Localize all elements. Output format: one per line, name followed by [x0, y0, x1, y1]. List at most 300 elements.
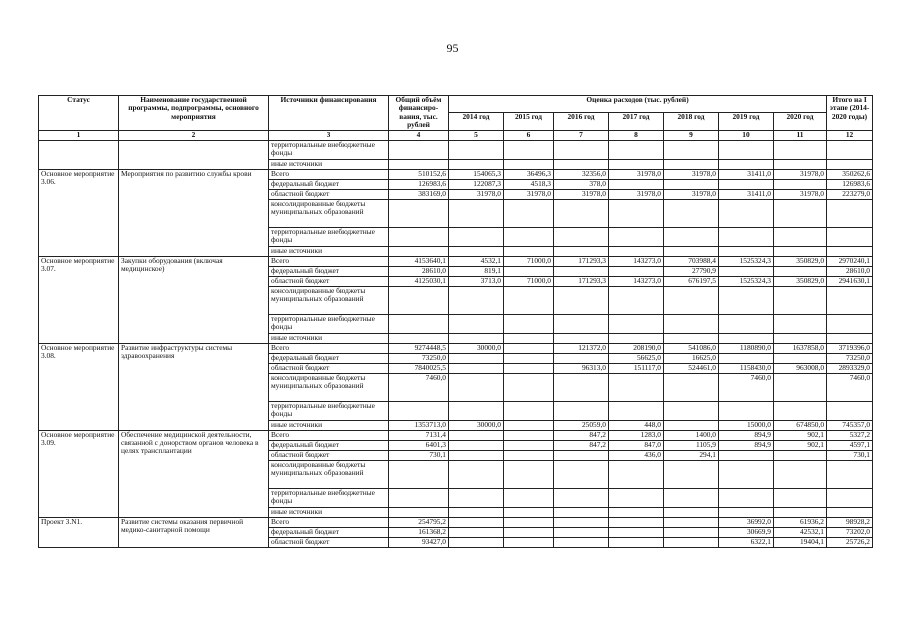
year-value-cell [774, 401, 827, 420]
year-value-cell: 32356,0 [554, 169, 609, 179]
header-year: 2018 год [664, 113, 719, 130]
total-stage-cell: 28610,0 [827, 266, 873, 276]
year-value-cell [719, 266, 774, 276]
year-value-cell [504, 430, 554, 440]
year-value-cell [719, 450, 774, 460]
year-value-cell: 16625,0 [664, 353, 719, 363]
year-value-cell [554, 227, 609, 246]
year-value-cell [449, 401, 504, 420]
year-value-cell: 143273,0 [609, 256, 664, 266]
year-value-cell [449, 314, 504, 333]
year-value-cell: 31978,0 [664, 189, 719, 199]
year-value-cell [774, 314, 827, 333]
source-cell: консолидированные бюджеты муниципальных образований [269, 460, 389, 488]
year-value-cell [774, 353, 827, 363]
year-value-cell [554, 527, 609, 537]
year-value-cell [504, 314, 554, 333]
year-value-cell: 31411,0 [719, 189, 774, 199]
year-value-cell: 1400,0 [664, 430, 719, 440]
source-cell: областной бюджет [269, 276, 389, 286]
total-financing-cell: 7131,4 [389, 430, 449, 440]
year-value-cell [719, 460, 774, 488]
year-value-cell: 894,9 [719, 440, 774, 450]
total-stage-cell: 350262,6 [827, 169, 873, 179]
year-value-cell: 902,1 [774, 430, 827, 440]
year-value-cell [449, 353, 504, 363]
total-stage-cell: 98928,2 [827, 517, 873, 527]
year-value-cell [554, 246, 609, 256]
year-value-cell [504, 246, 554, 256]
year-value-cell [504, 343, 554, 353]
year-value-cell: 902,1 [774, 440, 827, 450]
year-value-cell [774, 507, 827, 517]
year-value-cell: 7460,0 [719, 373, 774, 401]
year-value-cell [504, 363, 554, 373]
year-value-cell: 1105,9 [664, 440, 719, 450]
year-value-cell: 42532,1 [774, 527, 827, 537]
year-value-cell [664, 373, 719, 401]
total-financing-cell: 28610,0 [389, 266, 449, 276]
year-value-cell [504, 159, 554, 169]
year-value-cell [664, 537, 719, 547]
total-stage-cell [827, 401, 873, 420]
year-value-cell: 350829,0 [774, 256, 827, 266]
year-value-cell: 154065,3 [449, 169, 504, 179]
status-cell: Основное мероприятие 3.06. [39, 169, 119, 256]
source-cell: Всего [269, 430, 389, 440]
year-value-cell [449, 333, 504, 343]
year-value-cell [449, 440, 504, 450]
year-value-cell [719, 401, 774, 420]
total-financing-cell: 7460,0 [389, 373, 449, 401]
year-value-cell [609, 199, 664, 227]
table-body [39, 140, 873, 547]
year-value-cell [554, 460, 609, 488]
total-stage-cell: 2893329,0 [827, 363, 873, 373]
total-financing-cell [389, 314, 449, 333]
year-value-cell [449, 460, 504, 488]
year-value-cell [554, 159, 609, 169]
year-value-cell: 894,9 [719, 430, 774, 440]
total-stage-cell: 25726,2 [827, 537, 873, 547]
year-value-cell [774, 179, 827, 189]
status-cell: Основное мероприятие 3.09. [39, 430, 119, 517]
year-value-cell: 71000,0 [504, 276, 554, 286]
column-number: 1 [39, 130, 119, 140]
year-value-cell [719, 159, 774, 169]
year-value-cell: 1525324,3 [719, 276, 774, 286]
year-value-cell [719, 140, 774, 159]
total-stage-cell: 3719396,0 [827, 343, 873, 353]
year-value-cell [554, 266, 609, 276]
year-value-cell [504, 460, 554, 488]
total-stage-cell: 73202,0 [827, 527, 873, 537]
year-value-cell [774, 227, 827, 246]
source-cell: Всего [269, 169, 389, 179]
header-sources: Источники финансирования [269, 96, 389, 131]
year-value-cell [664, 420, 719, 430]
year-value-cell: 30669,9 [719, 527, 774, 537]
header-year: 2020 год [774, 113, 827, 130]
name-cell [119, 140, 269, 169]
year-value-cell [609, 286, 664, 314]
year-value-cell [504, 353, 554, 363]
year-value-cell: 1637858,0 [774, 343, 827, 353]
total-financing-cell: 161368,2 [389, 527, 449, 537]
year-value-cell [504, 450, 554, 460]
year-value-cell [449, 450, 504, 460]
year-value-cell: 3713,0 [449, 276, 504, 286]
year-value-cell [774, 333, 827, 343]
year-value-cell: 61936,2 [774, 517, 827, 527]
column-number: 5 [449, 130, 504, 140]
column-number: 8 [609, 130, 664, 140]
source-cell: территориальные внебюджетные фонды [269, 488, 389, 507]
status-cell: Основное мероприятие 3.07. [39, 256, 119, 343]
year-value-cell: 819,1 [449, 266, 504, 276]
year-value-cell: 31978,0 [774, 189, 827, 199]
year-value-cell [554, 333, 609, 343]
total-stage-cell: 5327,2 [827, 430, 873, 440]
year-value-cell: 378,0 [554, 179, 609, 189]
source-cell: иные источники [269, 246, 389, 256]
year-value-cell [719, 246, 774, 256]
source-cell: федеральный бюджет [269, 353, 389, 363]
year-value-cell [719, 314, 774, 333]
total-financing-cell [389, 286, 449, 314]
year-value-cell: 171293,3 [554, 276, 609, 286]
total-financing-cell [389, 401, 449, 420]
year-value-cell: 524461,0 [664, 363, 719, 373]
table-row [39, 343, 873, 353]
year-value-cell [609, 517, 664, 527]
year-value-cell [719, 179, 774, 189]
source-cell: областной бюджет [269, 537, 389, 547]
total-financing-cell: 383169,0 [389, 189, 449, 199]
source-cell: областной бюджет [269, 450, 389, 460]
year-value-cell [719, 488, 774, 507]
year-value-cell [609, 373, 664, 401]
total-stage-cell [827, 460, 873, 488]
year-value-cell [774, 266, 827, 276]
name-cell: Развитие системы оказания первичной медико-санитарной помощи [119, 517, 269, 547]
source-cell: иные источники [269, 159, 389, 169]
year-value-cell: 31978,0 [449, 189, 504, 199]
year-value-cell [449, 227, 504, 246]
year-value-cell [609, 507, 664, 517]
total-stage-cell: 73250,0 [827, 353, 873, 363]
year-value-cell [774, 450, 827, 460]
header-total: Общий объём финансиро-вания, тыс. рублей [389, 96, 449, 131]
year-value-cell [449, 140, 504, 159]
total-stage-cell [827, 199, 873, 227]
header-year: 2017 год [609, 113, 664, 130]
year-value-cell: 4532,1 [449, 256, 504, 266]
source-cell: консолидированные бюджеты муниципальных образований [269, 373, 389, 401]
name-cell: Закупки оборудования (включая медицинское) [119, 256, 269, 343]
year-value-cell: 6322,1 [719, 537, 774, 547]
year-value-cell [504, 333, 554, 343]
year-value-cell [504, 440, 554, 450]
year-value-cell [719, 199, 774, 227]
year-value-cell [774, 140, 827, 159]
source-cell: иные источники [269, 507, 389, 517]
status-cell: Основное мероприятие 3.08. [39, 343, 119, 430]
year-value-cell: 36496,3 [504, 169, 554, 179]
year-value-cell [609, 333, 664, 343]
total-financing-cell: 730,1 [389, 450, 449, 460]
year-value-cell [449, 286, 504, 314]
total-stage-cell [827, 246, 873, 256]
total-stage-cell [827, 488, 873, 507]
year-value-cell: 36992,0 [719, 517, 774, 527]
year-value-cell [449, 507, 504, 517]
year-value-cell: 31978,0 [774, 169, 827, 179]
total-stage-cell: 223279,0 [827, 189, 873, 199]
year-value-cell [504, 420, 554, 430]
status-cell [39, 140, 119, 169]
year-value-cell [609, 314, 664, 333]
year-value-cell: 30000,0 [449, 420, 504, 430]
total-stage-cell: 7460,0 [827, 373, 873, 401]
header-year: 2014 год [449, 113, 504, 130]
source-cell: консолидированные бюджеты муниципальных образований [269, 199, 389, 227]
source-cell: федеральный бюджет [269, 440, 389, 450]
total-financing-cell [389, 333, 449, 343]
total-stage-cell: 730,1 [827, 450, 873, 460]
table-row [39, 430, 873, 440]
column-number: 3 [269, 130, 389, 140]
year-value-cell: 208190,0 [609, 343, 664, 353]
year-value-cell: 1283,0 [609, 430, 664, 440]
year-value-cell [609, 227, 664, 246]
year-value-cell [449, 199, 504, 227]
total-financing-cell [389, 507, 449, 517]
year-value-cell [774, 488, 827, 507]
year-value-cell [504, 373, 554, 401]
source-cell: федеральный бюджет [269, 527, 389, 537]
total-stage-cell: 4597,1 [827, 440, 873, 450]
year-value-cell: 121372,0 [554, 343, 609, 353]
year-value-cell [554, 286, 609, 314]
page-number: 95 [446, 41, 459, 55]
total-financing-cell: 510152,6 [389, 169, 449, 179]
year-value-cell [609, 537, 664, 547]
column-number: 10 [719, 130, 774, 140]
header-year: 2016 год [554, 113, 609, 130]
year-value-cell: 1158430,0 [719, 363, 774, 373]
header-estimate: Оценка расходов (тыс. рублей) [449, 96, 827, 113]
year-value-cell [664, 460, 719, 488]
total-stage-cell [827, 159, 873, 169]
total-financing-cell [389, 140, 449, 159]
year-value-cell [504, 517, 554, 527]
header-year: 2019 год [719, 113, 774, 130]
total-financing-cell: 73250,0 [389, 353, 449, 363]
year-value-cell [609, 246, 664, 256]
table-header [39, 96, 873, 141]
total-stage-cell [827, 314, 873, 333]
year-value-cell: 674850,0 [774, 420, 827, 430]
header-name: Наименование государственной программы, подпрограммы, основного мероприятия [119, 96, 269, 131]
source-cell: территориальные внебюджетные фонды [269, 140, 389, 159]
source-cell: Всего [269, 343, 389, 353]
year-value-cell: 71000,0 [504, 256, 554, 266]
year-value-cell [504, 527, 554, 537]
year-value-cell: 151117,0 [609, 363, 664, 373]
source-cell: иные источники [269, 420, 389, 430]
year-value-cell [664, 227, 719, 246]
year-value-cell [664, 179, 719, 189]
year-value-cell [554, 537, 609, 547]
year-value-cell: 171293,3 [554, 256, 609, 266]
year-value-cell [719, 286, 774, 314]
year-value-cell [664, 527, 719, 537]
year-value-cell [664, 507, 719, 517]
year-value-cell [664, 286, 719, 314]
year-value-cell [449, 373, 504, 401]
total-financing-cell: 4153640,1 [389, 256, 449, 266]
total-financing-cell: 254795,2 [389, 517, 449, 527]
source-cell: федеральный бюджет [269, 266, 389, 276]
total-financing-cell [389, 488, 449, 507]
year-value-cell: 31978,0 [504, 189, 554, 199]
year-value-cell: 27790,9 [664, 266, 719, 276]
total-financing-cell [389, 199, 449, 227]
total-stage-cell: 745357,0 [827, 420, 873, 430]
year-value-cell [449, 527, 504, 537]
year-value-cell [664, 517, 719, 527]
source-cell: Всего [269, 517, 389, 527]
year-value-cell: 30000,0 [449, 343, 504, 353]
column-number: 2 [119, 130, 269, 140]
column-number: 7 [554, 130, 609, 140]
year-value-cell [609, 401, 664, 420]
year-value-cell: 56625,0 [609, 353, 664, 363]
year-value-cell [664, 488, 719, 507]
year-value-cell [664, 246, 719, 256]
year-value-cell: 847,0 [609, 440, 664, 450]
year-value-cell [554, 373, 609, 401]
year-value-cell [449, 246, 504, 256]
source-cell: территориальные внебюджетные фонды [269, 401, 389, 420]
year-value-cell [554, 507, 609, 517]
year-value-cell [774, 460, 827, 488]
year-value-cell: 847,2 [554, 430, 609, 440]
year-value-cell: 19404,1 [774, 537, 827, 547]
total-stage-cell: 2941630,1 [827, 276, 873, 286]
table-row [39, 169, 873, 179]
source-cell: Всего [269, 256, 389, 266]
source-cell: федеральный бюджет [269, 179, 389, 189]
total-financing-cell [389, 246, 449, 256]
year-value-cell: 15000,0 [719, 420, 774, 430]
year-value-cell: 294,1 [664, 450, 719, 460]
year-value-cell [504, 199, 554, 227]
year-value-cell: 1180890,0 [719, 343, 774, 353]
year-value-cell [449, 430, 504, 440]
year-value-cell [719, 353, 774, 363]
total-stage-cell [827, 140, 873, 159]
header-year: 2015 год [504, 113, 554, 130]
year-value-cell [609, 460, 664, 488]
year-value-cell [554, 488, 609, 507]
source-cell: областной бюджет [269, 363, 389, 373]
year-value-cell [554, 140, 609, 159]
year-value-cell [504, 266, 554, 276]
year-value-cell: 448,0 [609, 420, 664, 430]
column-number: 12 [827, 130, 873, 140]
year-value-cell [719, 507, 774, 517]
budget-table [38, 95, 873, 548]
year-value-cell: 436,0 [609, 450, 664, 460]
source-cell: территориальные внебюджетные фонды [269, 227, 389, 246]
year-value-cell [554, 450, 609, 460]
total-financing-cell [389, 227, 449, 246]
year-value-cell [504, 286, 554, 314]
year-value-cell [554, 401, 609, 420]
total-financing-cell [389, 460, 449, 488]
source-cell: территориальные внебюджетные фонды [269, 314, 389, 333]
year-value-cell [774, 159, 827, 169]
year-value-cell [554, 517, 609, 527]
year-value-cell: 703988,4 [664, 256, 719, 266]
year-value-cell [664, 314, 719, 333]
year-value-cell: 4518,3 [504, 179, 554, 189]
year-value-cell: 847,2 [554, 440, 609, 450]
year-value-cell: 96313,0 [554, 363, 609, 373]
year-value-cell: 143273,0 [609, 276, 664, 286]
year-value-cell [664, 140, 719, 159]
header-final-total: Итого на I этапе (2014-2020 годы) [827, 96, 873, 131]
name-cell: Обеспечение медицинской деятельности, связанной с донорством органов человека в целях трансплантации [119, 430, 269, 517]
column-number: 6 [504, 130, 554, 140]
year-value-cell: 31978,0 [609, 169, 664, 179]
total-stage-cell [827, 286, 873, 314]
source-cell: консолидированные бюджеты муниципальных образований [269, 286, 389, 314]
year-value-cell: 1525324,3 [719, 256, 774, 266]
year-value-cell [664, 401, 719, 420]
year-value-cell [719, 333, 774, 343]
column-number-row [39, 130, 873, 140]
year-value-cell [609, 179, 664, 189]
total-financing-cell: 1353713,0 [389, 420, 449, 430]
table-row [39, 256, 873, 266]
year-value-cell [719, 227, 774, 246]
year-value-cell [609, 140, 664, 159]
year-value-cell [609, 488, 664, 507]
year-value-cell [664, 333, 719, 343]
status-cell: Проект 3.N1. [39, 517, 119, 547]
year-value-cell [504, 488, 554, 507]
total-financing-cell: 126983,6 [389, 179, 449, 189]
name-cell: Мероприятия по развитию службы крови [119, 169, 269, 256]
year-value-cell [664, 159, 719, 169]
year-value-cell: 31978,0 [664, 169, 719, 179]
year-value-cell [774, 199, 827, 227]
year-value-cell [504, 140, 554, 159]
total-financing-cell: 7840025,5 [389, 363, 449, 373]
year-value-cell: 31978,0 [554, 189, 609, 199]
year-value-cell [504, 401, 554, 420]
year-value-cell [774, 286, 827, 314]
year-value-cell [609, 159, 664, 169]
year-value-cell: 676197,5 [664, 276, 719, 286]
total-financing-cell: 4125030,1 [389, 276, 449, 286]
year-value-cell [554, 314, 609, 333]
total-stage-cell [827, 507, 873, 517]
year-value-cell [504, 537, 554, 547]
